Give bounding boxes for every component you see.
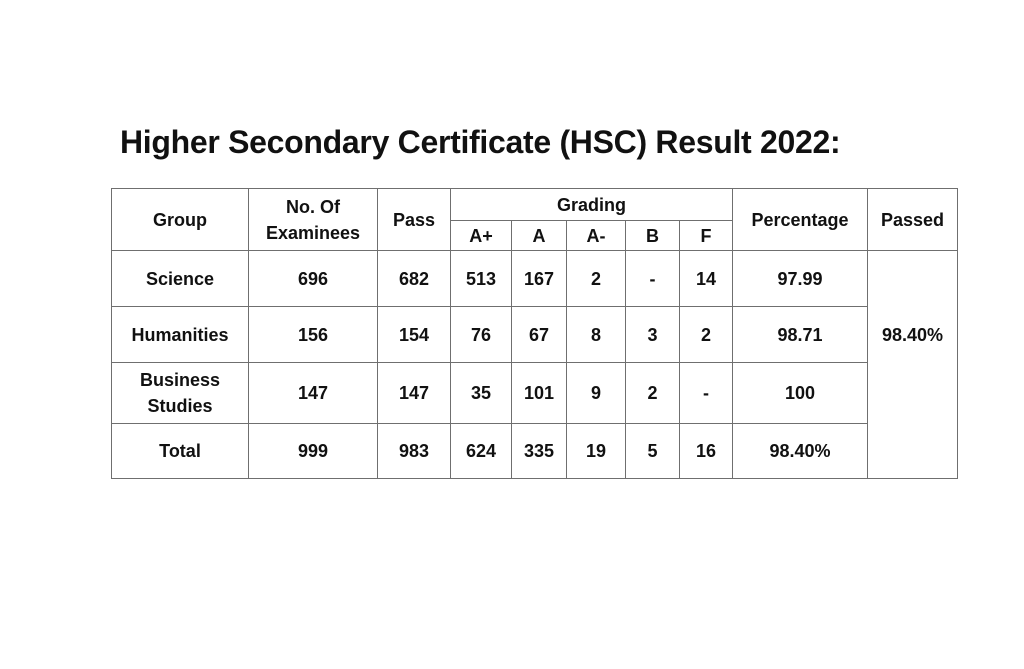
cell-grade-f: - xyxy=(680,363,733,424)
cell-group-line2: Studies xyxy=(147,396,213,416)
cell-percentage: 98.71 xyxy=(733,307,868,363)
table-row-total xyxy=(112,424,958,479)
cell-grade-a-plus: 35 xyxy=(451,363,512,424)
cell-grade-a-minus: 8 xyxy=(567,307,626,363)
cell-grade-f: 16 xyxy=(680,424,733,479)
cell-examinees: 147 xyxy=(249,363,378,424)
header-grade-a: A xyxy=(512,221,567,251)
cell-grade-a-minus: 19 xyxy=(567,424,626,479)
cell-group xyxy=(112,363,249,424)
cell-group: Total xyxy=(112,424,249,479)
cell-grade-f: 2 xyxy=(680,307,733,363)
header-grade-a-plus: A+ xyxy=(451,221,512,251)
cell-grade-f: 14 xyxy=(680,251,733,307)
header-pass: Pass xyxy=(378,189,451,251)
header-examinees xyxy=(249,189,378,251)
cell-grade-a: 67 xyxy=(512,307,567,363)
cell-pass: 682 xyxy=(378,251,451,307)
header-grading: Grading xyxy=(451,189,733,221)
cell-grade-a-plus: 513 xyxy=(451,251,512,307)
cell-grade-a-plus: 76 xyxy=(451,307,512,363)
cell-pass: 147 xyxy=(378,363,451,424)
cell-grade-a-minus: 9 xyxy=(567,363,626,424)
cell-grade-a-minus: 2 xyxy=(567,251,626,307)
cell-group: Humanities xyxy=(112,307,249,363)
cell-group: Science xyxy=(112,251,249,307)
cell-examinees: 156 xyxy=(249,307,378,363)
hsc-results-table xyxy=(111,188,958,479)
cell-grade-b: 5 xyxy=(626,424,680,479)
cell-pass: 983 xyxy=(378,424,451,479)
header-passed: Passed xyxy=(868,189,958,251)
cell-examinees: 999 xyxy=(249,424,378,479)
header-group: Group xyxy=(112,189,249,251)
cell-examinees: 696 xyxy=(249,251,378,307)
cell-percentage: 98.40% xyxy=(733,424,868,479)
header-grade-a-minus: A- xyxy=(567,221,626,251)
table-row-science xyxy=(112,251,958,307)
cell-grade-b: 2 xyxy=(626,363,680,424)
table-row-humanities xyxy=(112,307,958,363)
cell-percentage: 97.99 xyxy=(733,251,868,307)
header-row-top xyxy=(112,189,958,221)
header-grade-f: F xyxy=(680,221,733,251)
cell-grade-a: 335 xyxy=(512,424,567,479)
cell-grade-b: - xyxy=(626,251,680,307)
cell-grade-a-plus: 624 xyxy=(451,424,512,479)
passed-overall-value: 98.40% xyxy=(881,324,944,345)
header-grade-b: B xyxy=(626,221,680,251)
cell-passed-overall xyxy=(868,251,958,479)
cell-grade-a: 167 xyxy=(512,251,567,307)
cell-percentage: 100 xyxy=(733,363,868,424)
page-title: Higher Secondary Certificate (HSC) Result 2022: xyxy=(120,124,841,160)
header-examinees-line2: Examinees xyxy=(265,222,361,243)
header-percentage: Percentage xyxy=(733,189,868,251)
table-row-business-studies xyxy=(112,363,958,424)
cell-grade-b: 3 xyxy=(626,307,680,363)
cell-group-line1: Business xyxy=(139,370,221,390)
cell-grade-a: 101 xyxy=(512,363,567,424)
header-examinees-line1: No. Of xyxy=(286,196,340,217)
cell-pass: 154 xyxy=(378,307,451,363)
